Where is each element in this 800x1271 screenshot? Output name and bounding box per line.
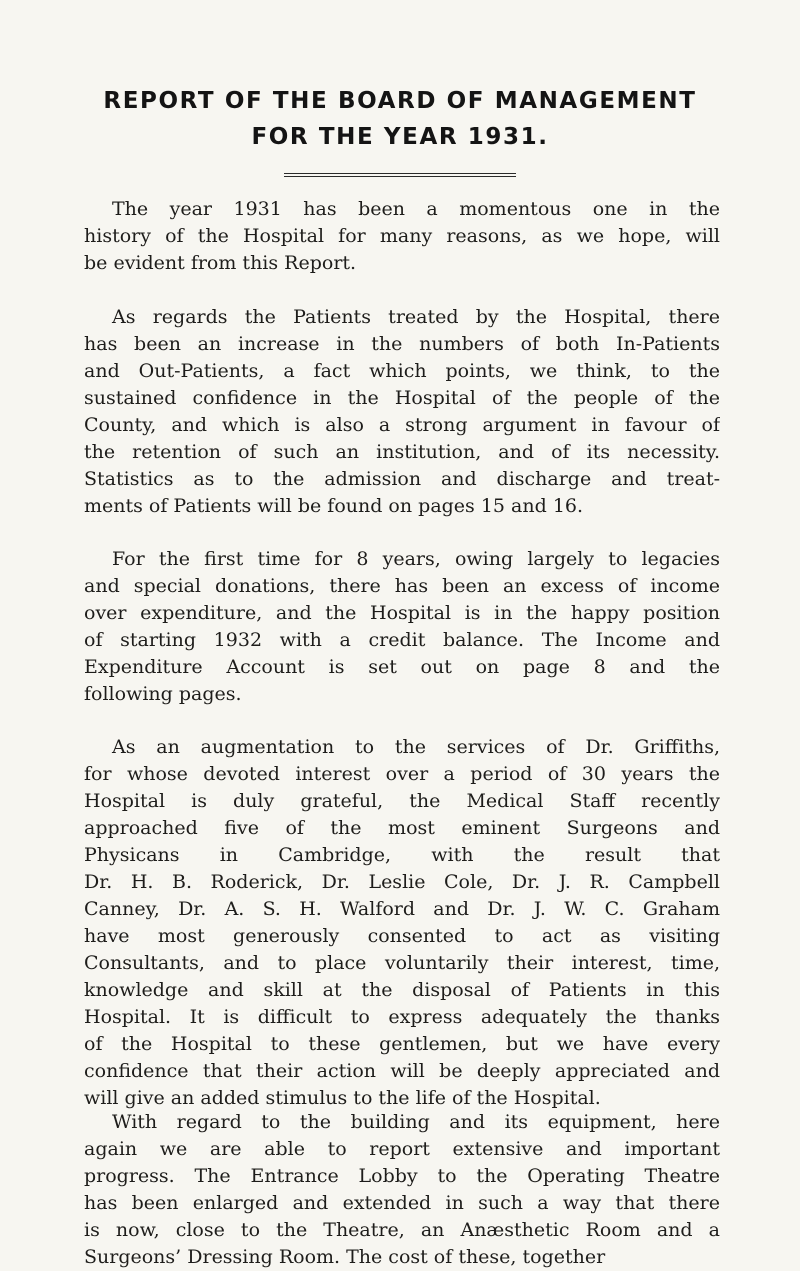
text-line: confidence that their action will be deeply appreciated and: [84, 1060, 720, 1082]
report-subtitle: FOR THE YEAR 1931.: [251, 124, 549, 150]
title-divider-top: [284, 173, 516, 174]
text-line: knowledge and skill at the disposal of Patients in this: [84, 979, 720, 1001]
text-line: Surgeons’ Dressing Room. The cost of these, together: [84, 1246, 606, 1268]
text-line: has been an increase in the numbers of both In-Patients: [84, 333, 720, 355]
text-line: Consultants, and to place voluntarily their interest, time,: [84, 952, 720, 974]
text-line: As an augmentation to the services of Dr. Griffiths,: [112, 736, 720, 758]
text-line: The year 1931 has been a momentous one in the: [112, 198, 720, 220]
text-line: will give an added stimulus to the life of the Hospital.: [84, 1087, 601, 1109]
text-line: sustained confidence in the Hospital of the people of the: [84, 387, 720, 409]
paragraph-4: [84, 734, 720, 1112]
text-line: Statistics as to the admission and discharge and treat-: [84, 468, 720, 490]
text-line: Physicans in Cambridge, with the result that: [84, 844, 720, 866]
text-line: has been enlarged and extended in such a way that there: [84, 1192, 720, 1214]
text-line: of the Hospital to these gentlemen, but we have every: [84, 1033, 720, 1055]
text-line: following pages.: [84, 683, 242, 705]
paragraph-1: [84, 196, 720, 277]
report-title: REPORT OF THE BOARD OF MANAGEMENT: [103, 88, 697, 114]
text-line: over expenditure, and the Hospital is in the happy position: [84, 602, 720, 624]
paragraph-3: [84, 546, 720, 708]
text-line: approached five of the most eminent Surgeons and: [84, 817, 720, 839]
text-line: Hospital is duly grateful, the Medical Staff recently: [84, 790, 720, 812]
text-line: County, and which is also a strong argument in favour of: [84, 414, 720, 436]
text-line: and Out-Patients, a fact which points, we think, to the: [84, 360, 720, 382]
text-line: As regards the Patients treated by the Hospital, there: [112, 306, 720, 328]
text-line: have most generously consented to act as visiting: [84, 925, 720, 947]
text-line: history of the Hospital for many reasons, as we hope, will: [84, 225, 720, 247]
text-line: Canney, Dr. A. S. H. Walford and Dr. J. W. C. Graham: [84, 898, 720, 920]
text-line: of starting 1932 with a credit balance. The Income and: [84, 629, 720, 651]
text-line: With regard to the building and its equipment, here: [112, 1111, 720, 1133]
text-line: ments of Patients will be found on pages 15 and 16.: [84, 495, 584, 517]
text-line: and special donations, there has been an excess of income: [84, 575, 720, 597]
text-line: the retention of such an institution, and of its necessity.: [84, 441, 720, 463]
paragraph-2: [84, 304, 720, 520]
text-line: for whose devoted interest over a period of 30 years the: [84, 763, 720, 785]
text-line: Hospital. It is difficult to express adequately the thanks: [84, 1006, 720, 1028]
text-line: progress. The Entrance Lobby to the Operating Theatre: [84, 1165, 720, 1187]
text-line: be evident from this Report.: [84, 252, 357, 274]
text-line: Dr. H. B. Roderick, Dr. Leslie Cole, Dr. J. R. Campbell: [84, 871, 720, 893]
text-line: is now, close to the Theatre, an Anæsthetic Room and a: [84, 1219, 720, 1241]
text-line: again we are able to report extensive and important: [84, 1138, 720, 1160]
text-line: Expenditure Account is set out on page 8 and the: [84, 656, 720, 678]
paragraph-5: [84, 1109, 720, 1271]
title-divider-bottom: [284, 176, 516, 177]
text-line: For the first time for 8 years, owing largely to legacies: [112, 548, 720, 570]
